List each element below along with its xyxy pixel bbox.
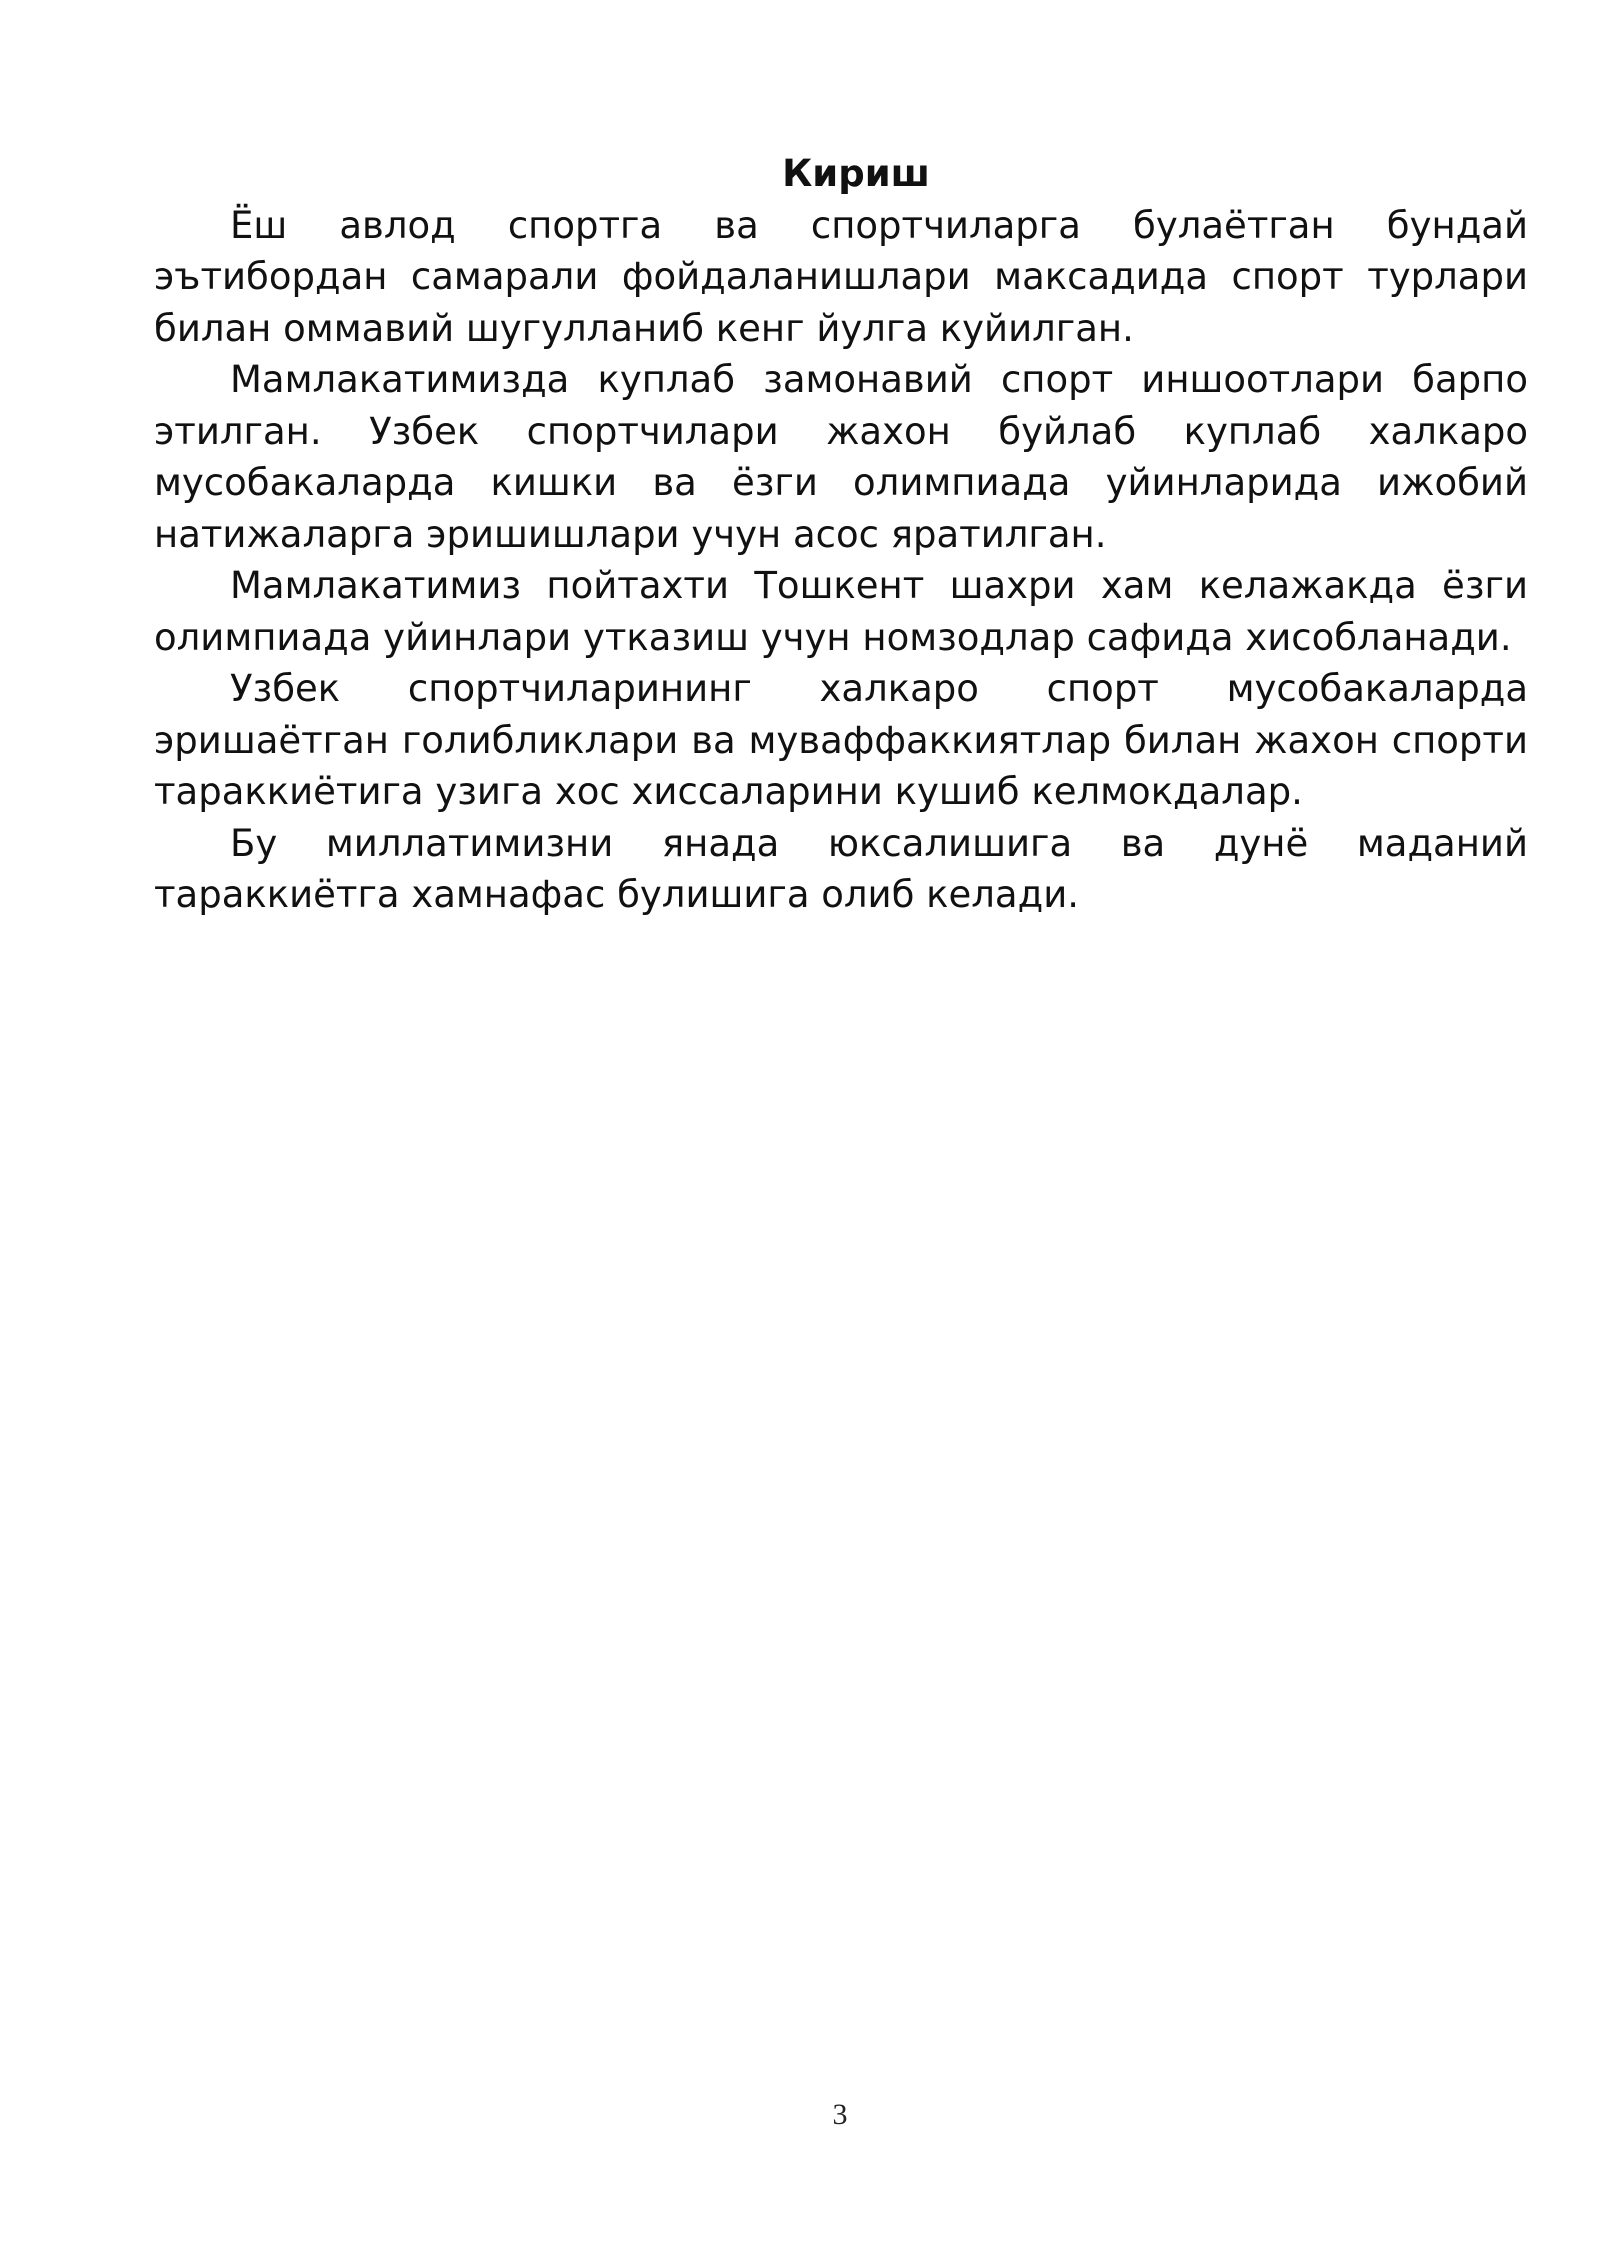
paragraph-4: Узбек спортчиларининг халкаро спорт мусобакаларда эришаётган голибликлари ва муваффаккиятлар билан жахон спорти тараккиётига узига хос хиссаларини кушиб келмокдалар. (154, 667, 1528, 813)
section-heading: Кириш (782, 152, 930, 195)
paragraph-5: Бу миллатимизни янада юксалишига ва дунё маданий тараккиётга хамнафас булишига олиб келади. (154, 821, 1528, 916)
document-body (154, 148, 1528, 921)
page-number: 3 (832, 2098, 848, 2131)
paragraph-1: Ёш авлод спортга ва спортчиларга булаётган бундай эътибордан самарали фойдаланишлари максадида спорт турлари билан оммавий шугулланиб кенг йулга куйилган. (154, 203, 1528, 350)
paragraph-3: Мамлакатимиз пойтахти Тошкент шахри хам келажакда ёзги олимпиада уйинлари утказиш учун номзодлар сафида хисобланади. (154, 564, 1528, 659)
paragraph-2: Мамлакатимизда куплаб замонавий спорт иншоотлари барпо этилган. Узбек спортчилари жахон буйлаб куплаб халкаро мусобакаларда кишки ва ёзги олимпиада уйинларида ижобий натижаларга эришишлари учун асос яратилган. (154, 358, 1528, 556)
